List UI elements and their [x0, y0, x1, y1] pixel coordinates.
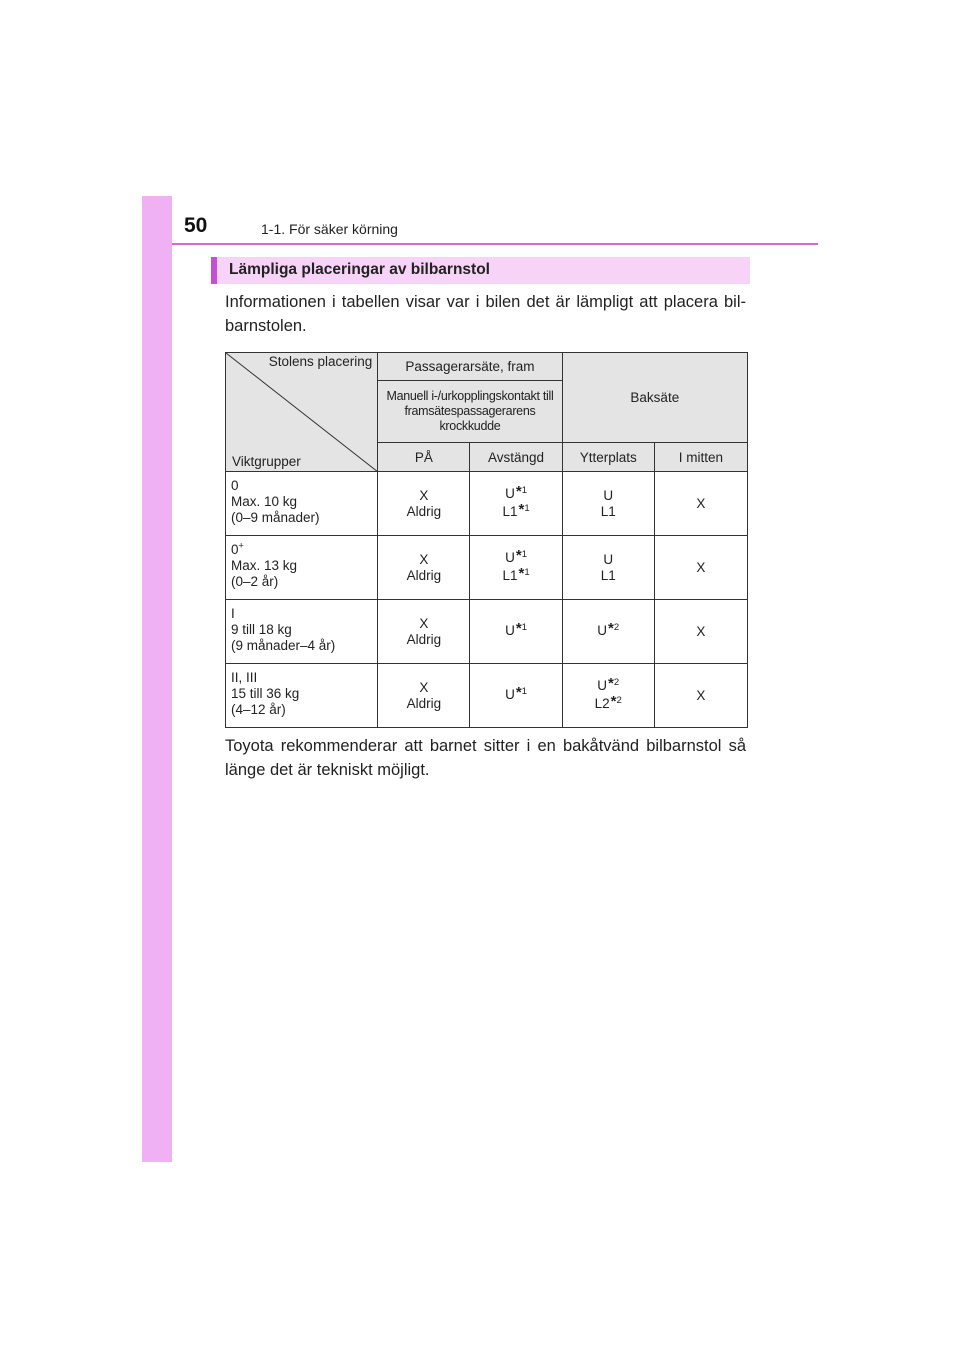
value-with-note [563, 674, 654, 696]
value: X [419, 487, 429, 503]
value: L1 [600, 567, 616, 583]
value: L1 [600, 503, 616, 519]
asterisk: * [515, 546, 522, 564]
value-with-note [470, 619, 561, 641]
child-seat-table [225, 352, 748, 728]
note-number: 1 [521, 548, 527, 560]
group-label: II, III [231, 670, 258, 685]
value: U [597, 622, 608, 638]
group-weight: Max. 10 kg [231, 494, 298, 509]
value: U [505, 485, 515, 501]
value-with-note [470, 546, 561, 568]
value: U [505, 686, 515, 702]
table-row [226, 536, 748, 600]
header-middle: I mitten [654, 443, 747, 472]
weight-group-cell [226, 472, 378, 536]
note-number: 1 [524, 502, 530, 514]
cell-on [378, 664, 470, 728]
value-with-note [470, 564, 561, 586]
value: X [419, 551, 429, 567]
value: U [505, 549, 515, 565]
note-number: 1 [521, 685, 527, 697]
note-number: 1 [521, 621, 527, 633]
group-weight: Max. 13 kg [231, 558, 298, 573]
header-airbag-switch: Manuell i-/urkopplingskontakt till framsätespassagerarens krockkudde [378, 381, 562, 443]
note-number: 1 [521, 484, 527, 496]
table-corner-cell [226, 353, 378, 472]
header-on: PÅ [378, 443, 470, 472]
value-with-note [470, 482, 561, 504]
value: U [603, 551, 614, 567]
intro-paragraph: Informationen i tabellen visar var i bilen det är lämpligt att placera bil-barnstolen. [225, 293, 746, 335]
section-heading-text: Lämpliga placeringar av bilbarnstol [229, 261, 490, 278]
asterisk: * [518, 564, 525, 582]
group-age: (9 månader–4 år) [231, 638, 336, 653]
header-front-seat: Passagerarsäte, fram [378, 353, 562, 381]
value: L1 [502, 567, 518, 583]
value: U [603, 487, 614, 503]
cell-outer [562, 600, 654, 664]
value: Aldrig [406, 503, 442, 519]
cell-outer [562, 472, 654, 536]
corner-label-weightgroups: Viktgrupper [232, 454, 301, 469]
weight-group-cell [226, 536, 378, 600]
asterisk: * [515, 482, 522, 500]
cell-middle: X [654, 472, 747, 536]
asterisk: * [515, 619, 522, 637]
asterisk: * [518, 500, 525, 518]
group-weight: 15 till 36 kg [231, 686, 300, 701]
asterisk: * [608, 619, 614, 637]
note-number: 2 [613, 676, 620, 688]
header-rule [172, 243, 818, 245]
cell-outer [562, 536, 654, 600]
cell-off [470, 536, 562, 600]
cell-on [378, 600, 470, 664]
value-with-note [563, 619, 654, 641]
value: Aldrig [406, 567, 442, 583]
header-rear-seat: Baksäte [562, 353, 747, 443]
header-outer: Ytterplats [562, 443, 654, 472]
note-number: 2 [616, 694, 622, 706]
weight-group-cell [226, 664, 378, 728]
note-number: 1 [524, 566, 530, 578]
value: L2 [594, 695, 610, 711]
value: Aldrig [406, 631, 442, 647]
section-title: 1-1. För säker körning [261, 221, 398, 237]
cell-off [470, 472, 562, 536]
cell-outer [562, 664, 654, 728]
cell-on [378, 536, 470, 600]
table-row [226, 600, 748, 664]
section-heading [211, 257, 750, 284]
table-row [226, 664, 748, 728]
value-with-note [470, 683, 561, 705]
cell-middle: X [654, 600, 747, 664]
weight-group-cell [226, 600, 378, 664]
value-with-note [563, 692, 654, 714]
asterisk: * [608, 674, 614, 692]
value-with-note [470, 500, 561, 522]
group-label-sup: + [238, 540, 244, 551]
side-tab-bar [142, 196, 172, 1162]
asterisk: * [515, 683, 522, 701]
value: X [419, 615, 429, 631]
table-row [226, 472, 748, 536]
group-age: (4–12 år) [231, 702, 286, 717]
header-off: Avstängd [470, 443, 562, 472]
value: U [505, 622, 515, 638]
cell-on [378, 472, 470, 536]
group-label: I [231, 606, 235, 621]
group-label: 0 [231, 542, 239, 557]
group-age: (0–2 år) [231, 574, 279, 589]
recommendation-paragraph: Toyota rekommenderar att barnet sitter i en bakåtvänd bilbarnstol så länge det är tekniskt möjligt. [225, 737, 746, 779]
corner-label-placement: Stolens placering [268, 354, 373, 369]
page-number: 50 [184, 214, 208, 237]
asterisk: * [610, 692, 617, 710]
value: U [597, 677, 608, 693]
group-weight: 9 till 18 kg [231, 622, 292, 637]
cell-middle: X [654, 536, 747, 600]
cell-off [470, 664, 562, 728]
value: X [419, 679, 429, 695]
cell-off [470, 600, 562, 664]
cell-middle: X [654, 664, 747, 728]
group-label: 0 [231, 478, 239, 493]
group-age: (0–9 månader) [231, 510, 320, 525]
note-number: 2 [613, 621, 620, 633]
value: L1 [502, 503, 518, 519]
value: Aldrig [406, 695, 442, 711]
